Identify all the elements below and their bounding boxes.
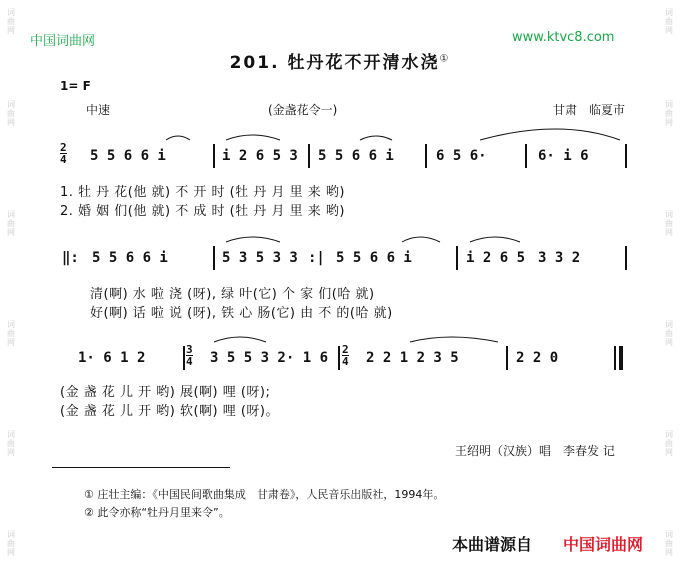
watermark-text: 词曲网 xyxy=(7,210,15,237)
lyric-verse-1: 清(啊) 水 啦 浇 (呀), 绿 叶(它) 个 家 们(哈 就) xyxy=(90,287,375,302)
watermark-text: 词曲网 xyxy=(7,8,15,35)
measure-notes: 5 5 6 6 i xyxy=(92,250,168,266)
slur xyxy=(402,237,440,242)
repeat-start: ‖: xyxy=(62,250,79,266)
performer-credit: 王绍明（汉族）唱 李春发 记 xyxy=(455,444,615,458)
lyric-verse-1: 1. 牡 丹 花(他 就) 不 开 时 (牡 丹 月 里 来 哟) xyxy=(60,185,345,200)
footnote-1: ① 庄壮主编：《中国民间歌曲集成 甘肃卷》，人民音乐出版社，1994年。 xyxy=(84,488,445,501)
measure-notes: 2 2 0 xyxy=(516,350,559,366)
footnote-marker: ① xyxy=(439,53,451,65)
source-site-link[interactable]: 中国词曲网 xyxy=(563,535,644,554)
measure-notes: 3 5 5 3 2· 1 6 xyxy=(210,350,329,366)
lyric-verse-1: (金 盏 花 儿 开 哟) 展(啊) 哩 (呀); xyxy=(60,385,271,400)
measure-notes: 5 3 5 3 3 xyxy=(222,250,298,266)
lyric-verse-2: 好(啊) 话 啦 说 (呀), 铁 心 肠(它) 由 不 的(哈 就) xyxy=(90,306,393,321)
watermark-text: 词曲网 xyxy=(7,430,15,457)
key-signature: 1= F xyxy=(60,79,91,93)
measure-notes: 5 5 6 6 i xyxy=(318,148,394,164)
slur xyxy=(480,129,620,140)
watermark-text: 词曲网 xyxy=(665,320,673,347)
watermark-text: 词曲网 xyxy=(7,530,15,557)
repeat-end: :| xyxy=(308,250,325,266)
song-title: 201. 牡丹花不开清水浇① xyxy=(229,53,451,73)
slur xyxy=(214,337,266,342)
watermark-text: 词曲网 xyxy=(7,100,15,127)
source-label: 本曲谱源自 xyxy=(452,535,533,554)
time-signature: 3 4 xyxy=(186,343,193,368)
measure-notes: i 2 6 5 xyxy=(466,250,526,266)
watermark-text: 词曲网 xyxy=(665,530,673,557)
song-region: 甘肃 临夏市 xyxy=(553,103,626,117)
measure-notes: 6 5 6· xyxy=(436,148,487,164)
watermark-text: 词曲网 xyxy=(665,100,673,127)
slur xyxy=(166,136,190,140)
lyric-verse-2: (金 盏 花 儿 开 哟) 软(啊) 哩 (呀)。 xyxy=(60,404,279,419)
tempo-marking: 中速 xyxy=(86,103,111,117)
slur xyxy=(410,337,498,342)
watermark-text: 词曲网 xyxy=(665,430,673,457)
site-name-left[interactable]: 中国词曲网 xyxy=(30,34,96,49)
watermark-text: 词曲网 xyxy=(7,320,15,347)
slur xyxy=(360,136,392,140)
song-subtitle: (金盏花令一) xyxy=(268,103,338,117)
lyric-verse-2: 2. 婚 姻 们(他 就) 不 成 时 (牡 丹 月 里 来 哟) xyxy=(60,204,345,219)
slur xyxy=(226,237,280,242)
slur xyxy=(226,135,280,140)
site-url-right[interactable]: www.ktvc8.com xyxy=(512,30,615,45)
measure-notes: 3 3 2 xyxy=(538,250,581,266)
measure-notes: 5 5 6 6 i xyxy=(336,250,412,266)
time-signature: 2 4 xyxy=(60,141,67,166)
footnote-divider xyxy=(52,467,230,468)
measure-notes: 1· 6 1 2 xyxy=(78,350,146,366)
measure-notes: i 2 6 5 3 xyxy=(222,148,298,164)
watermark-text: 词曲网 xyxy=(665,8,673,35)
time-signature: 2 4 xyxy=(342,343,349,368)
watermark-text: 词曲网 xyxy=(665,210,673,237)
measure-notes: 6· i 6 xyxy=(538,148,589,164)
footnote-2: ② 此令亦称“牡丹月里来令”。 xyxy=(84,506,230,519)
measure-notes: 5 5 6 6 i xyxy=(90,148,166,164)
slur xyxy=(470,237,520,242)
measure-notes: 2 2 1 2 3 5 xyxy=(366,350,459,366)
